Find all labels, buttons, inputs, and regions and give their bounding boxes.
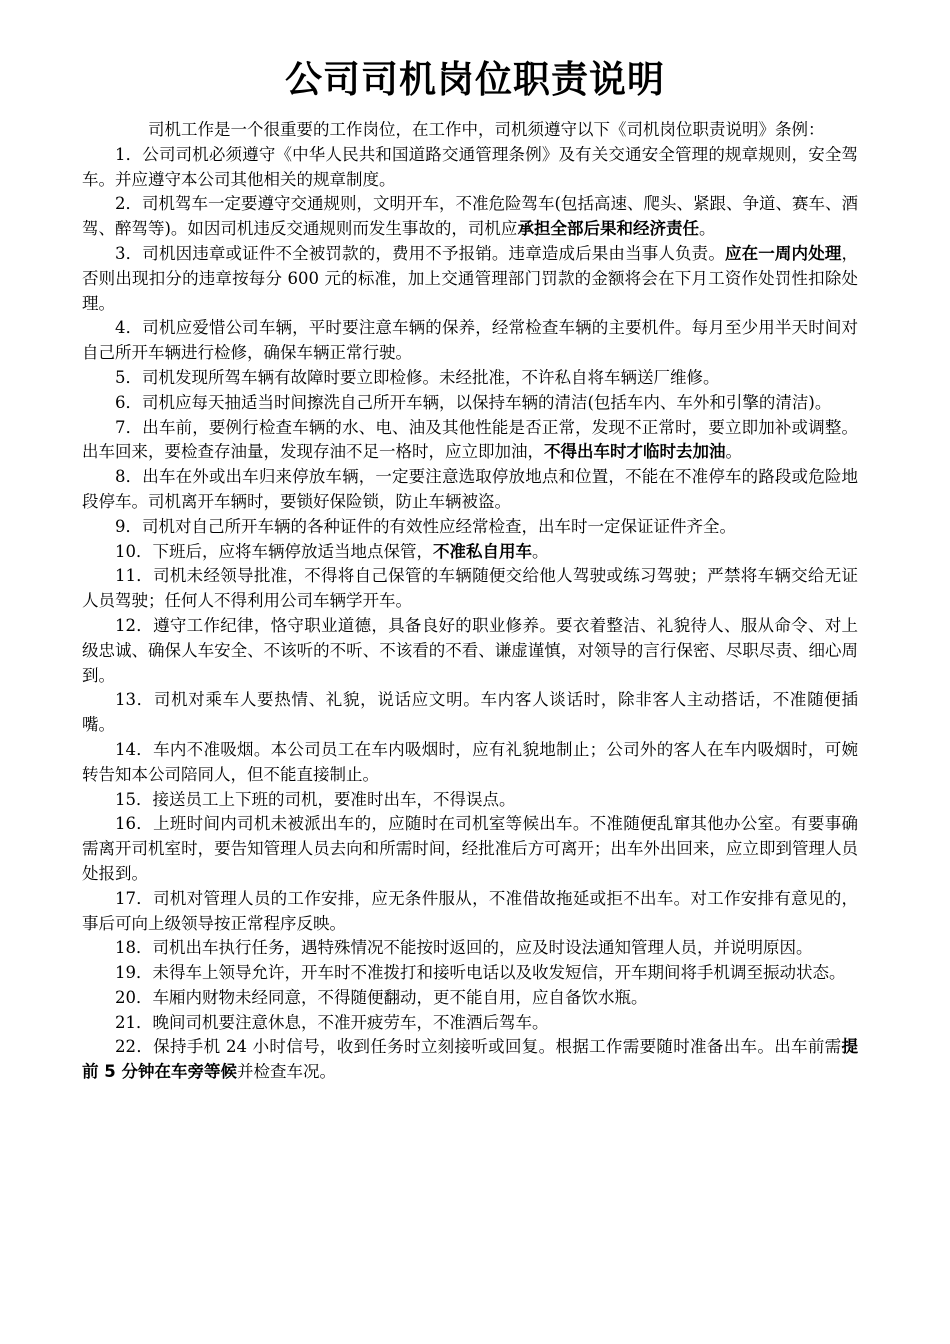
rule-text: 5．司机发现所驾车辆有故障时要立即检修。未经批准，不许私自将车辆送厂维修。	[115, 367, 720, 387]
rule-item	[82, 242, 858, 316]
rule-text: 19．未得车上领导允许，开车时不准拨打和接听电话以及收发短信，开车期间将手机调至振动状态。	[115, 963, 846, 983]
document-body	[82, 118, 858, 1085]
rule-item	[82, 738, 858, 788]
rule-text: 4．司机应爱惜公司车辆，平时要注意车辆的保养，经常检查车辆的主要机件。每月至少用半天时间对自己所开车辆进行检修，确保车辆正常行驶。	[82, 318, 858, 363]
rule-text: 18．司机出车执行任务，遇特殊情况不能按时返回的，应及时设法通知管理人员，并说明原因。	[115, 938, 813, 958]
rule-emphasis: 应在一周内处理	[724, 243, 842, 263]
rule-item	[82, 564, 858, 614]
rule-item	[82, 688, 858, 738]
rule-text: 3．司机因违章或证件不全被罚款的，费用不予报销。违章造成后果由当事人负责。	[115, 243, 725, 263]
rule-item	[82, 936, 858, 961]
rules-list	[82, 143, 858, 1085]
rule-text: 12．遵守工作纪律，恪守职业道德，具备良好的职业修养。要衣着整洁、礼貌待人、服从命令、对上级忠诚、确保人车安全、不该听的不听、不该看的不看、谦虚谨慎，对领导的言行保密、尽职尽责、细心周到。	[82, 615, 858, 685]
rule-text: 14．车内不准吸烟。本公司员工在车内吸烟时，应有礼貌地制止；公司外的客人在车内吸烟时，可婉转告知本公司陪同人，但不能直接制止。	[82, 739, 858, 784]
rule-text: 10．下班后，应将车辆停放适当地点保管，	[115, 541, 433, 561]
rule-item	[82, 540, 858, 565]
rule-text: 16．上班时间内司机未被派出车的，应随时在司机室等候出车。不准随便乱窜其他办公室。有要事确需离开司机室时，要告知管理人员去向和所需时间，经批准后方可离开；出车外出回来，应立即到管理人员处报到。	[82, 814, 858, 883]
rule-item	[82, 961, 858, 986]
rule-item	[82, 416, 858, 466]
rule-text: 1．公司司机必须遵守《中华人民共和国道路交通管理条例》及有关交通安全管理的规章规则，安全驾车。并应遵守本公司其他相关的规章制度。	[82, 144, 858, 189]
rule-text: 9．司机对自己所开车辆的各种证件的有效性应经常检查，出车时一定保证证件齐全。	[115, 516, 736, 536]
rule-item	[82, 1011, 858, 1036]
rule-text: 20．车厢内财物未经同意，不得随便翻动，更不能自用，应自备饮水瓶。	[115, 987, 648, 1007]
rule-item	[82, 465, 858, 515]
rule-text: 8．出车在外或出车归来停放车辆，一定要注意选取停放地点和位置，不能在不准停车的路段或危险地段停车。司机离开车辆时，要锁好保险锁，防止车辆被盗。	[82, 467, 858, 511]
rule-text-tail: 。	[532, 541, 549, 561]
rule-item	[82, 143, 858, 193]
rule-text: 13．司机对乘车人要热情、礼貌，说话应文明。车内客人谈话时，除非客人主动搭话，不准随便插嘴。	[82, 690, 858, 735]
rule-text: 21．晚间司机要注意休息，不准开疲劳车，不准酒后驾车。	[115, 1012, 549, 1032]
rule-item	[82, 1035, 858, 1085]
rule-item	[82, 986, 858, 1011]
rule-item	[82, 812, 858, 886]
rule-emphasis: 不得出车时才临时去加油	[544, 442, 726, 462]
rule-item	[82, 366, 858, 391]
rule-text: 11．司机未经领导批准，不得将自己保管的车辆随便交给他人驾驶或练习驾驶；严禁将车辆交给无证人员驾驶；任何人不得利用公司车辆学开车。	[82, 566, 858, 611]
rule-item	[82, 887, 858, 937]
rule-text: 22．保持手机 24 小时信号，收到任务时立刻接听或回复。根据工作需要随时准备出车。出车前需	[115, 1037, 842, 1057]
rule-text-tail: ，否则出现扣分的违章按每分 600 元的标准，加上交通管理部门罚款的金额将会在下月工资作处罚性扣除处理。	[82, 243, 859, 313]
rule-text: 2．司机驾车一定要遵守交通规则，文明开车，不准危险驾车(包括高速、爬头、紧跟、争道、赛车、酒驾、醉驾等)。如因司机违反交通规则而发生事故的，司机应	[82, 194, 858, 239]
rule-item	[82, 515, 858, 540]
rule-text-tail: 并检查车况。	[236, 1062, 336, 1082]
rule-text: 7．出车前，要例行检查车辆的水、电、油及其他性能是否正常，发现不正常时，要立即加补或调整。出车回来，要检查存油量，发现存油不足一格时，应立即加油，	[82, 417, 858, 462]
document-title: 公司司机岗位职责说明	[285, 58, 665, 101]
rule-text: 15．接送员工上下班的司机，要准时出车，不得误点。	[115, 789, 516, 809]
rule-item	[82, 614, 858, 688]
rule-text-tail: 。	[698, 219, 716, 239]
rule-item	[82, 192, 858, 242]
intro-paragraph: 司机工作是一个很重要的工作岗位，在工作中，司机须遵守以下《司机岗位职责说明》条例：	[148, 120, 825, 139]
rule-item	[82, 788, 858, 813]
rule-item	[82, 391, 858, 416]
rule-text-tail: 。	[725, 442, 742, 462]
rule-emphasis: 承担全部后果和经济责任	[517, 219, 699, 239]
rule-text: 17．司机对管理人员的工作安排，应无条件服从，不准借故拖延或拒不出车。对工作安排有意见的，事后可向上级领导按正常程序反映。	[82, 888, 858, 933]
rule-emphasis: 不准私自用车	[433, 541, 532, 561]
rule-text: 6．司机应每天抽适当时间擦洗自己所开车辆，以保持车辆的清洁(包括车内、车外和引擎的清洁)。	[115, 392, 832, 412]
rule-emphasis: 提前 5 分钟在车旁等候	[82, 1037, 858, 1082]
rule-item	[82, 316, 858, 366]
